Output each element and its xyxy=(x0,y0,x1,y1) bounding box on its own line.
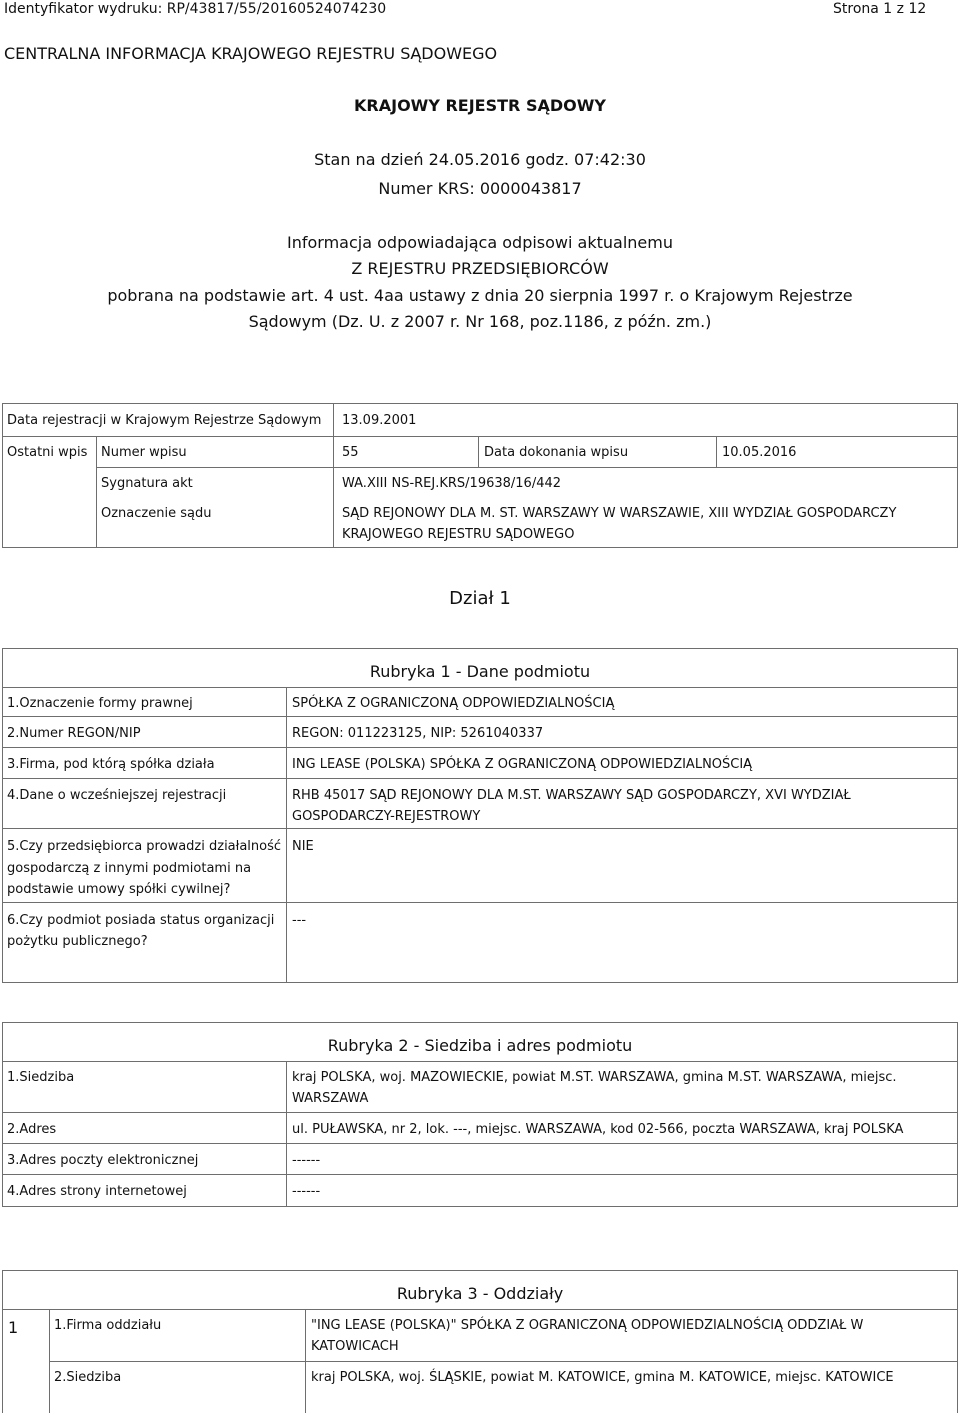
r2-value-email: ------ xyxy=(292,1153,321,1168)
r1-value-prior-reg-1: RHB 45017 SĄD REJONOWY DLA M.ST. WARSZAWY SĄD GOSPODARCZY, XVI WYDZIAŁ xyxy=(292,788,851,803)
page-number: Strona 1 z 12 xyxy=(833,1,927,17)
r1-value-legal-form: SPÓŁKA Z OGRANICZONĄ ODPOWIEDZIALNOŚCIĄ xyxy=(292,696,615,711)
r3-label-branch-seat: 2.Siedziba xyxy=(54,1370,122,1385)
r2-label-website: 4.Adres strony internetowej xyxy=(7,1184,187,1199)
entry-date-label: Data dokonania wpisu xyxy=(484,445,629,460)
court-value-line-2: KRAJOWEGO REJESTRU SĄDOWEGO xyxy=(342,527,575,542)
signature-value: WA.XIII NS-REJ.KRS/19638/16/442 xyxy=(342,476,562,491)
r1-value-civil: NIE xyxy=(292,839,314,854)
legal-basis-line-2: Sądowym (Dz. U. z 2007 r. Nr 168, poz.1186, z późn. zm.) xyxy=(248,312,712,331)
entry-date-value: 10.05.2016 xyxy=(722,445,797,460)
r2-value-website: ------ xyxy=(292,1184,321,1199)
institution-name: CENTRALNA INFORMACJA KRAJOWEGO REJESTRU SĄDOWEGO xyxy=(4,44,498,63)
r1-value-prior-reg-2: GOSPODARCZY-REJESTROWY xyxy=(292,809,481,824)
r2-label-email: 3.Adres poczty elektronicznej xyxy=(7,1153,199,1168)
r2-label-seat: 1.Siedziba xyxy=(7,1070,75,1085)
section-title: Dział 1 xyxy=(449,588,511,609)
entry-number-label: Numer wpisu xyxy=(101,445,187,460)
r2-value-address: ul. PUŁAWSKA, nr 2, lok. ---, miejsc. WARSZAWA, kod 02-566, poczta WARSZAWA, kraj POLSKA xyxy=(292,1122,904,1137)
entry-number-value: 55 xyxy=(342,445,359,460)
r2-value-seat-1: kraj POLSKA, woj. MAZOWIECKIE, powiat M.ST. WARSZAWA, gmina M.ST. WARSZAWA, miejsc. xyxy=(292,1070,897,1085)
signature-label: Sygnatura akt xyxy=(101,476,193,491)
r2-label-address: 2.Adres xyxy=(7,1122,57,1137)
r1-label-civil-1: 5.Czy przedsiębiorca prowadzi działalność xyxy=(7,839,282,854)
r3-value-branch-seat: kraj POLSKA, woj. ŚLĄSKIE, powiat M. KATOWICE, gmina M. KATOWICE, miejsc. KATOWICE xyxy=(311,1370,894,1385)
print-id: Identyfikator wydruku: RP/43817/55/20160524074230 xyxy=(4,1,387,17)
r1-value-opp: --- xyxy=(292,913,307,928)
r1-label-regon: 2.Numer REGON/NIP xyxy=(7,726,141,741)
r1-label-opp-1: 6.Czy podmiot posiada status organizacji xyxy=(7,913,275,928)
r1-label-civil-2: gospodarczą z innymi podmiotami na xyxy=(7,861,252,876)
state-date: Stan na dzień 24.05.2016 godz. 07:42:30 xyxy=(314,150,646,169)
rubric-1-title: Rubryka 1 - Dane podmiotu xyxy=(369,662,591,681)
r3-label-branch-name: 1.Firma oddziału xyxy=(54,1318,162,1333)
r1-label-opp-2: pożytku publicznego? xyxy=(7,934,148,949)
rubric-3-title: Rubryka 3 - Oddziały xyxy=(396,1284,564,1303)
info-line-2: Z REJESTRU PRZEDSIĘBIORCÓW xyxy=(351,259,609,278)
court-label: Oznaczenie sądu xyxy=(101,506,212,521)
r1-label-legal-form: 1.Oznaczenie formy prawnej xyxy=(7,696,193,711)
r1-label-company: 3.Firma, pod którą spółka działa xyxy=(7,757,215,772)
r1-label-civil-3: podstawie umowy spółki cywilnej? xyxy=(7,882,231,897)
registry-title: KRAJOWY REJESTR SĄDOWY xyxy=(354,96,606,115)
rubric-2-title: Rubryka 2 - Siedziba i adres podmiotu xyxy=(327,1036,633,1055)
krs-number: Numer KRS: 0000043817 xyxy=(378,179,582,198)
r2-value-seat-2: WARSZAWA xyxy=(292,1091,369,1106)
court-value-line-1: SĄD REJONOWY DLA M. ST. WARSZAWY W WARSZAWIE, XIII WYDZIAŁ GOSPODARCZY xyxy=(342,506,897,521)
r3-value-branch-name-1: "ING LEASE (POLSKA)" SPÓŁKA Z OGRANICZONĄ ODPOWIEDZIALNOŚCIĄ ODDZIAŁ W xyxy=(311,1318,864,1333)
branch-number: 1 xyxy=(8,1318,19,1337)
reg-date-value: 13.09.2001 xyxy=(342,413,417,428)
r3-value-branch-name-2: KATOWICACH xyxy=(311,1339,399,1354)
r1-value-regon: REGON: 011223125, NIP: 5261040337 xyxy=(292,726,544,741)
info-line-1: Informacja odpowiadająca odpisowi aktualnemu xyxy=(287,233,673,252)
r1-label-prior-reg: 4.Dane o wcześniejszej rejestracji xyxy=(7,788,227,803)
r1-value-company: ING LEASE (POLSKA) SPÓŁKA Z OGRANICZONĄ ODPOWIEDZIALNOŚCIĄ xyxy=(292,757,753,772)
legal-basis-line-1: pobrana na podstawie art. 4 ust. 4aa ustawy z dnia 20 sierpnia 1997 r. o Krajowym Rejestrze xyxy=(107,286,853,305)
last-entry-label: Ostatni wpis xyxy=(7,445,88,460)
reg-date-label: Data rejestracji w Krajowym Rejestrze Sądowym xyxy=(7,413,322,428)
